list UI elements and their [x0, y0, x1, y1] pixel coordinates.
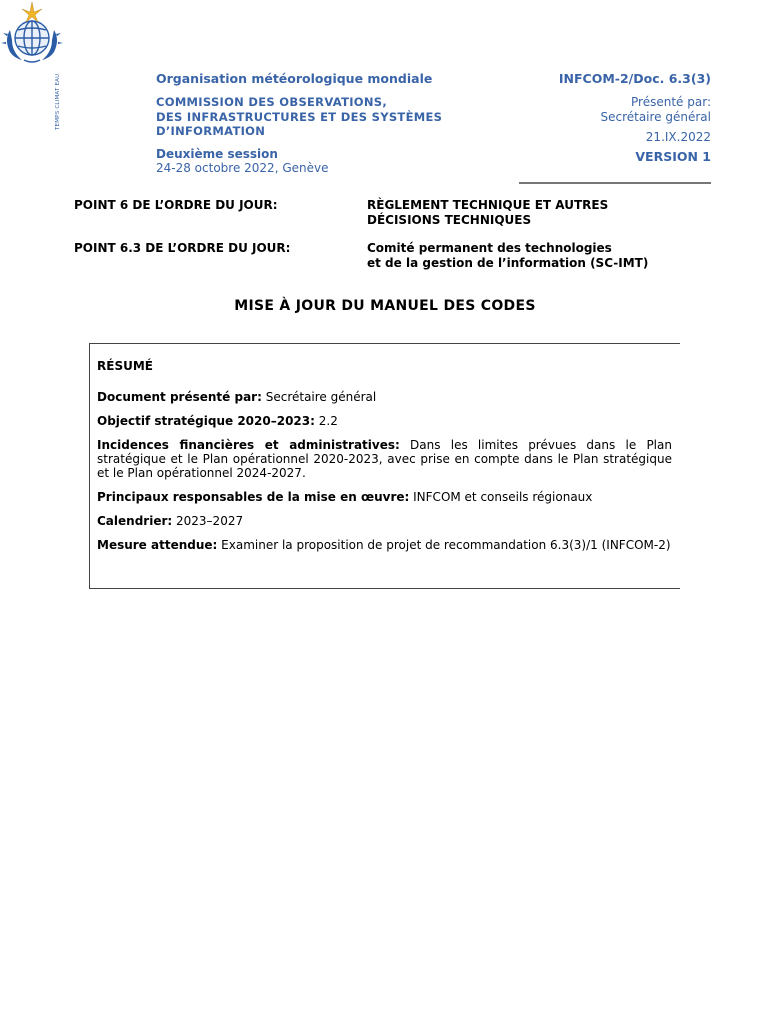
summary-box [89, 343, 680, 589]
agenda-item-label: POINT 6 DE L’ORDRE DU JOUR: [74, 198, 278, 212]
agenda-item-title: Comité permanent des technologies et de la gestion de l’information (SC-IMT) [367, 241, 649, 270]
summary-heading: RÉSUMÉ [97, 359, 153, 373]
commission-name: COMMISSION DES OBSERVATIONS, DES INFRASTRUCTURES ET DES SYSTÈMES D’INFORMATION [156, 95, 443, 138]
summary-item: Calendrier: 2023–2027 [97, 514, 244, 528]
organization-name: Organisation météorologique mondiale [156, 71, 433, 86]
summary-item: Objectif stratégique 2020–2023: 2.2 [97, 414, 338, 428]
header-right [491, 71, 711, 164]
agenda-item-label: POINT 6.3 DE L’ORDRE DU JOUR: [74, 241, 291, 255]
session-title: Deuxième session [156, 146, 278, 161]
header-divider [519, 182, 711, 184]
presented-by: Présenté par: Secrétaire général [600, 95, 711, 124]
summary-item: Incidences financières et administratives: Dans les limites prévues dans le Plan stratégique et le Plan opérationnel 2020-2023, avec prise en compte dans le Plan stratégique et le Plan opérationnel 2024-2027. [97, 438, 672, 480]
session-dates: 24-28 octobre 2022, Genève [156, 160, 329, 175]
vertical-tagline: TEMPS CLIMAT EAU [55, 73, 61, 130]
document-title: MISE À JOUR DU MANUEL DES CODES [234, 298, 536, 314]
summary-item: Document présenté par: Secrétaire général [97, 390, 377, 404]
agenda-item-title: RÈGLEMENT TECHNIQUE ET AUTRES DÉCISIONS TECHNIQUES [367, 198, 609, 227]
summary-item: Principaux responsables de la mise en œuvre: INFCOM et conseils régionaux [97, 490, 593, 504]
document-version: VERSION 1 [635, 149, 711, 164]
summary-item: Mesure attendue: Examiner la proposition de projet de recommandation 6.3(3)/1 (INFCOM-2) [97, 538, 671, 552]
wmo-logo [0, 0, 64, 66]
header-left [156, 71, 496, 175]
document-date: 21.IX.2022 [645, 130, 711, 144]
document-number: INFCOM-2/Doc. 6.3(3) [558, 71, 711, 86]
